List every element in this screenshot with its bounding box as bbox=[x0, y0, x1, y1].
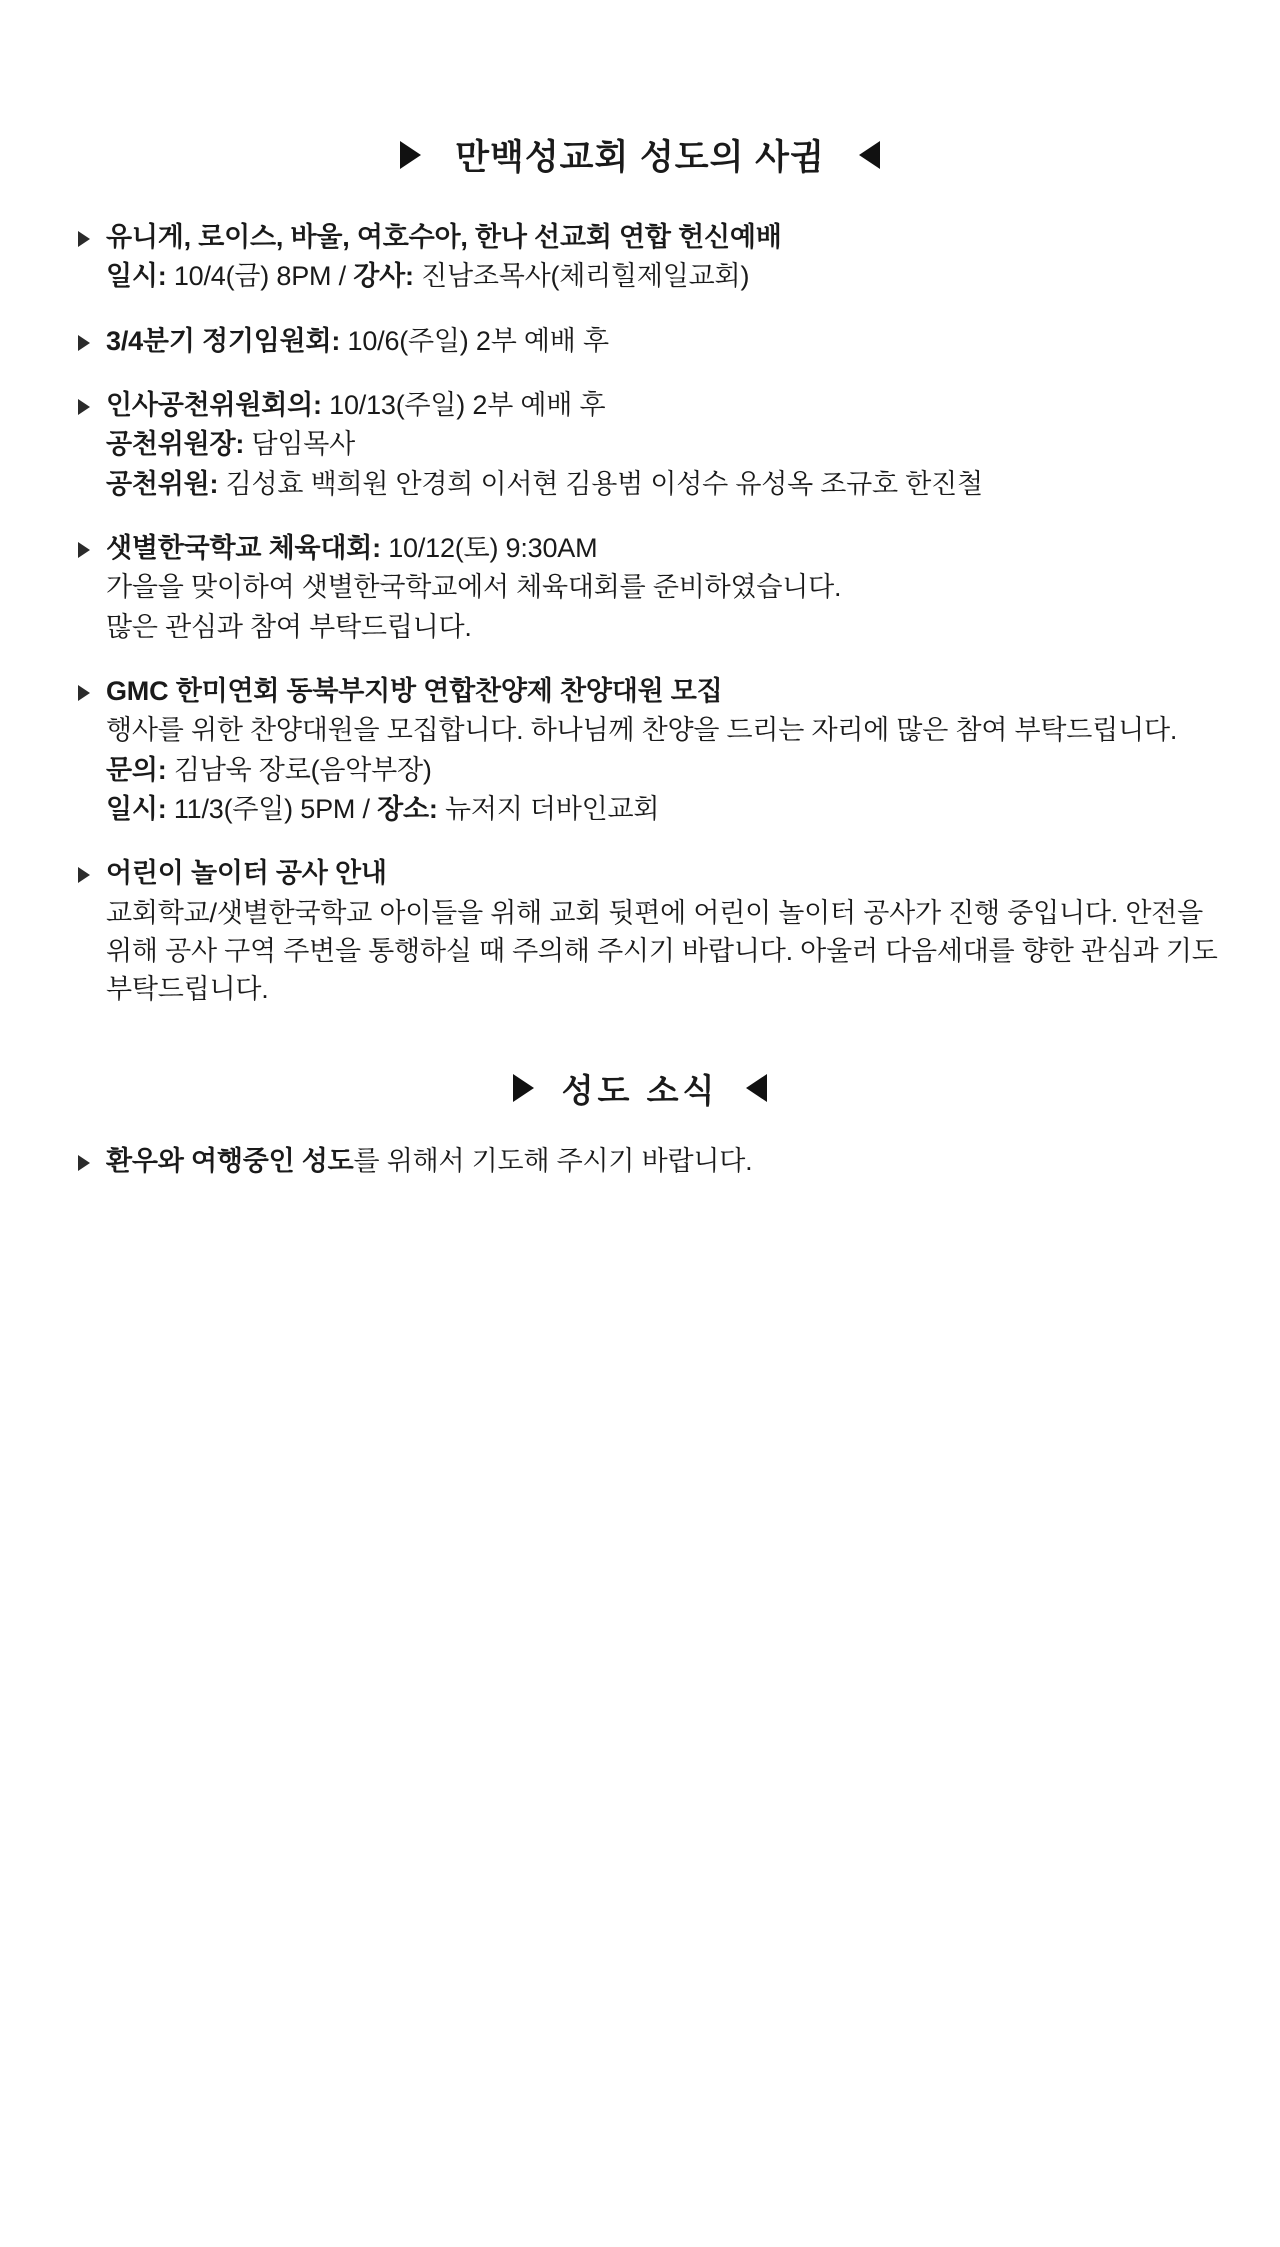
text-emphasis: GMC 한미연회 동북부지방 연합찬양제 찬양대원 모집 bbox=[106, 675, 723, 706]
bullet-triangle-icon bbox=[78, 335, 90, 351]
text-emphasis: 공천위원: bbox=[106, 468, 219, 499]
announcement-body bbox=[106, 218, 1220, 296]
announcement-body bbox=[106, 322, 1220, 360]
text-plain: 10/6(주일) 2부 예배 후 bbox=[340, 325, 609, 356]
text-emphasis: 인사공천위원회의: bbox=[106, 389, 322, 420]
announcement-line bbox=[106, 218, 1220, 256]
bullet-triangle-icon bbox=[78, 542, 90, 558]
announcement-line bbox=[106, 608, 1220, 646]
section-heading-fellowship bbox=[60, 130, 1220, 180]
announcement-body bbox=[106, 854, 1220, 1008]
bullet-triangle-icon bbox=[78, 1155, 90, 1171]
text-emphasis: 유니게, 로이스, 바울, 여호수아, 한나 선교회 연합 헌신예배 bbox=[106, 222, 782, 252]
text-emphasis: 문의: bbox=[106, 754, 167, 785]
announcement-line bbox=[106, 751, 1220, 789]
text-plain: 10/4(금) 8PM / bbox=[166, 261, 354, 292]
announcement-line bbox=[106, 568, 1220, 606]
section-heading-news bbox=[60, 1065, 1220, 1112]
triangle-left-icon bbox=[746, 1074, 767, 1102]
triangle-left-icon bbox=[859, 141, 880, 169]
announcement-item bbox=[60, 854, 1220, 1008]
text-plain: 10/12(토) 9:30AM bbox=[380, 532, 598, 563]
text-emphasis: 일시: bbox=[106, 793, 167, 824]
announcement-line bbox=[106, 529, 1220, 567]
announcement-body bbox=[106, 672, 1220, 828]
text-plain: 교회학교/샛별한국학교 아이들을 위해 교회 뒷편에 어린이 놀이터 공사가 진행 중입니다. 안전을 위해 공사 구역 주변을 통행하실 때 주의해 주시기 바랍니다. 아울러 다음세대를 향한 관심과 기도 부탁드립니다. bbox=[106, 897, 1218, 1005]
bullet-triangle-icon bbox=[78, 685, 90, 701]
bullet-triangle-icon bbox=[78, 399, 90, 415]
announcement-line bbox=[106, 465, 1220, 503]
text-plain: / bbox=[355, 793, 378, 824]
announcement-item bbox=[60, 386, 1220, 503]
announcement-item bbox=[60, 672, 1220, 828]
announcement-item bbox=[60, 322, 1220, 360]
announcement-line bbox=[106, 322, 1220, 360]
text-plain: 뉴저지 더바인교회 bbox=[437, 793, 660, 824]
announcement-body bbox=[106, 386, 1220, 503]
text-plain: 담임목사 bbox=[244, 429, 356, 460]
announcement-body bbox=[106, 529, 1220, 646]
triangle-right-icon bbox=[513, 1074, 534, 1102]
announcement-item bbox=[60, 218, 1220, 296]
text-emphasis: 공천위원장: bbox=[106, 429, 245, 460]
announcement-item bbox=[60, 529, 1220, 646]
announcement-list-fellowship bbox=[60, 218, 1220, 1009]
announcement-line bbox=[106, 672, 1220, 710]
text-plain: 김남욱 장로(음악부장) bbox=[166, 754, 432, 785]
text-plain: 11/3(주일) 5PM bbox=[166, 793, 356, 824]
announcement-list-news bbox=[60, 1142, 1220, 1180]
text-plain: 10/13(주일) 2부 예배 후 bbox=[321, 389, 606, 420]
section-title: 만백성교회 성도의 사귐 bbox=[455, 138, 825, 177]
announcement-line bbox=[106, 894, 1220, 1009]
announcement-line bbox=[106, 425, 1220, 463]
text-emphasis: 3/4분기 정기임원회: bbox=[106, 325, 341, 356]
bullet-triangle-icon bbox=[78, 867, 90, 883]
announcement-body bbox=[106, 1142, 1220, 1180]
announcement-line bbox=[106, 1142, 1220, 1180]
text-plain: 김성효 백희원 안경희 이서현 김용범 이성수 유성옥 조규호 한진철 bbox=[218, 468, 983, 499]
text-plain: 가을을 맞이하여 샛별한국학교에서 체육대회를 준비하였습니다. bbox=[106, 572, 842, 603]
announcement-item bbox=[60, 1142, 1220, 1180]
text-plain: 많은 관심과 참여 부탁드립니다. bbox=[106, 611, 472, 642]
text-emphasis: 일시: bbox=[106, 261, 167, 292]
text-emphasis: 어린이 놀이터 공사 안내 bbox=[106, 858, 387, 889]
bullet-triangle-icon bbox=[78, 231, 90, 247]
text-emphasis: 강사: bbox=[353, 261, 414, 292]
text-plain: 행사를 위한 찬양대원을 모집합니다. 하나님께 찬양을 드리는 자리에 많은 참여 부탁드립니다. bbox=[106, 715, 1178, 746]
text-emphasis: 환우와 여행중인 성도 bbox=[106, 1145, 354, 1176]
triangle-right-icon bbox=[400, 141, 421, 169]
text-plain: 진남조목사(체리힐제일교회) bbox=[413, 261, 750, 292]
announcement-line bbox=[106, 386, 1220, 424]
section-title: 성도 소식 bbox=[561, 1071, 719, 1109]
text-plain: 를 위해서 기도해 주시기 바랍니다. bbox=[353, 1145, 753, 1176]
announcement-line bbox=[106, 257, 1220, 295]
announcement-line bbox=[106, 854, 1220, 892]
text-emphasis: 샛별한국학교 체육대회: bbox=[106, 532, 381, 563]
text-emphasis: 장소: bbox=[377, 793, 438, 824]
announcement-line bbox=[106, 790, 1220, 828]
announcement-line bbox=[106, 711, 1220, 749]
